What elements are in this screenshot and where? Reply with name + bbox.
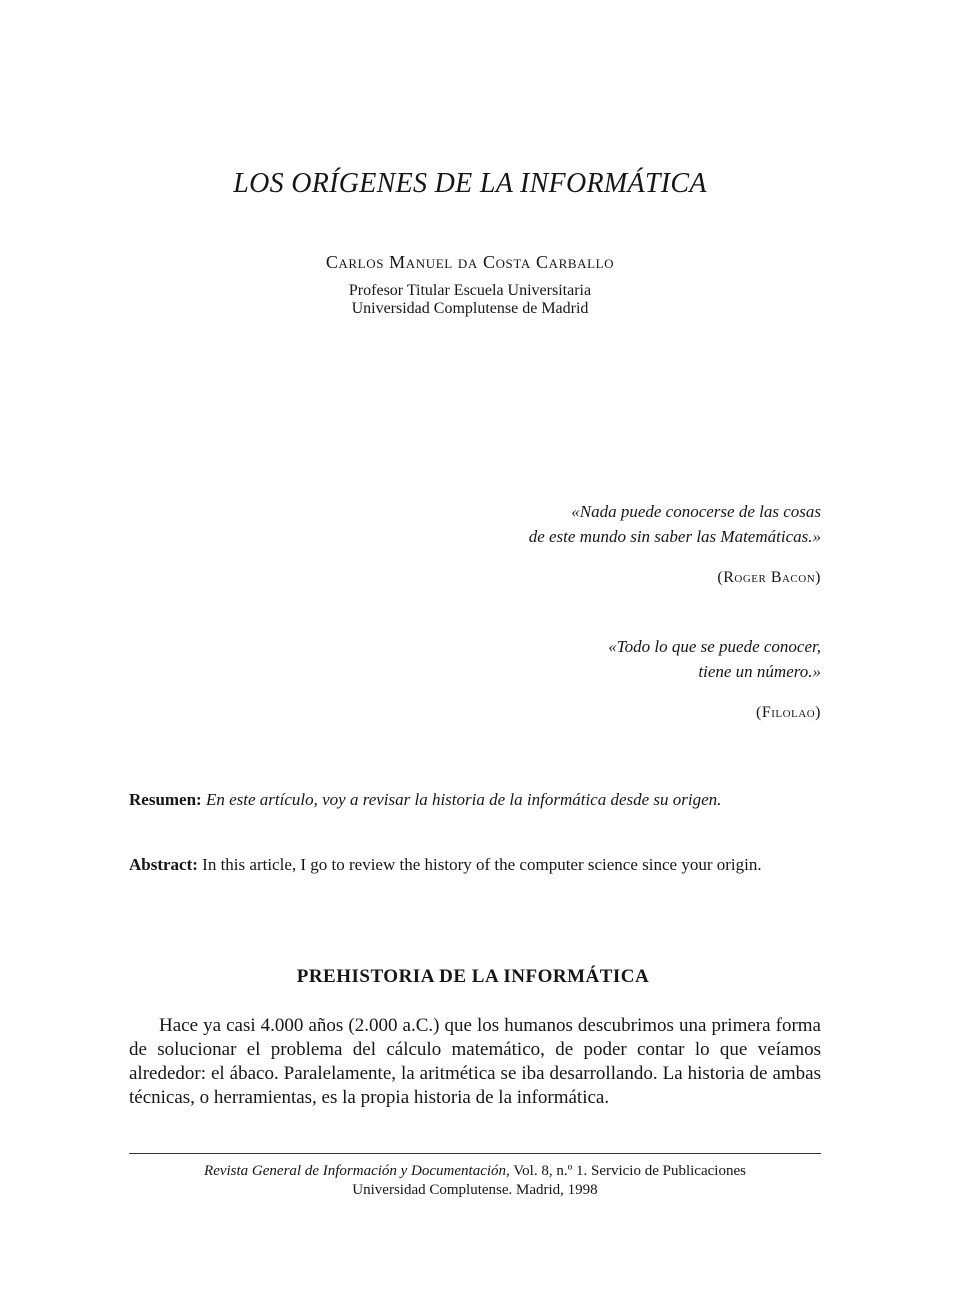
epigraph-quote-line: de este mundo sin saber las Matemáticas.» <box>528 527 821 546</box>
abstract-text: In this article, I go to review the history of the computer science since your origin. <box>202 855 762 874</box>
affiliation-institution: Universidad Complutense de Madrid <box>351 300 589 317</box>
section-heading: PREHISTORIA DE LA INFORMÁTICA <box>296 966 650 987</box>
epigraph-quote-line: tiene un número.» <box>698 662 821 681</box>
epigraph-attribution: (Filolao) <box>756 704 821 721</box>
abstract-block <box>129 853 821 876</box>
epigraph-quote-line: «Nada puede conocerse de las cosas <box>571 502 821 521</box>
author-name: Carlos Manuel da Costa Carballo <box>325 252 615 272</box>
resumen-block <box>129 788 821 811</box>
affiliation-position: Profesor Titular Escuela Universitaria <box>348 282 592 299</box>
journal-name: Revista General de Información y Documentación, <box>204 1163 510 1179</box>
footer-divider <box>129 1153 821 1154</box>
publisher-line: Universidad Complutense. Madrid, 1998 <box>352 1182 598 1198</box>
epigraph-filolao <box>608 634 821 725</box>
epigraph-quote-line: «Todo lo que se puede conocer, <box>608 637 821 656</box>
body-paragraph: Hace ya casi 4.000 años (2.000 a.C.) que los humanos descubrimos una primera forma de solucionar el problema del cálculo matemático, de poder contar lo que veíamos alrededor: el ábaco. Paralelamente, la aritmética se iba desarrollando. La historia de ambas técnicas, o herramientas, es la propia historia de la informática. <box>129 1015 821 1108</box>
epigraph-attribution: (Roger Bacon) <box>717 569 821 586</box>
abstract-label: Abstract: <box>129 855 198 874</box>
epigraph-bacon <box>529 499 821 590</box>
resumen-text: En este artículo, voy a revisar la historia de la informática desde su origen. <box>205 790 722 809</box>
journal-footer <box>0 1162 950 1200</box>
resumen-label: Resumen: <box>129 790 202 809</box>
journal-details: Vol. 8, n.º 1. Servicio de Publicaciones <box>513 1163 746 1179</box>
article-title: LOS ORÍGENES DE LA INFORMÁTICA <box>233 168 707 199</box>
